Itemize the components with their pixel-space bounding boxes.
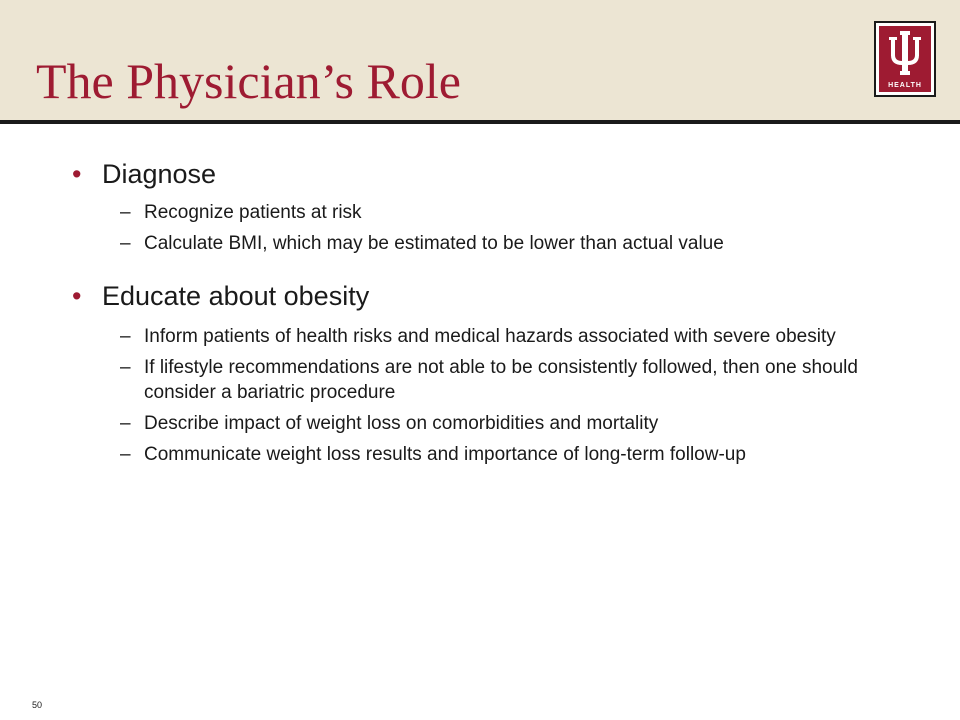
slide-title: The Physician’s Role	[36, 53, 461, 109]
dash-marker: –	[120, 233, 131, 254]
dash-marker: –	[120, 326, 131, 347]
iu-health-logo	[874, 21, 936, 97]
slide-content	[72, 156, 872, 467]
bullet-dot: •	[72, 281, 82, 311]
bullet-text: Educate about obesity	[102, 281, 370, 311]
bullet-dot: •	[72, 159, 82, 189]
page-number: 50	[32, 700, 43, 710]
bullet-group-educate	[72, 278, 872, 467]
dash-marker: –	[120, 413, 131, 434]
sub-bullet-item	[72, 411, 872, 436]
dash-marker: –	[120, 444, 131, 465]
sub-bullet-text: Describe impact of weight loss on comorbidities and mortality	[144, 413, 659, 434]
dash-marker: –	[120, 202, 131, 223]
sub-bullet-text: Communicate weight loss results and importance of long-term follow-up	[144, 444, 746, 465]
sub-bullet-list	[72, 200, 872, 256]
bullet-text: Diagnose	[102, 159, 217, 189]
sub-bullet-item	[72, 231, 872, 256]
sub-bullet-text: Recognize patients at risk	[144, 202, 362, 223]
sub-bullet-item	[72, 200, 872, 225]
header-divider	[0, 120, 960, 124]
sub-bullet-item	[72, 442, 872, 467]
bullet-item	[72, 156, 872, 192]
sub-bullet-item	[72, 355, 872, 405]
bullet-item	[72, 278, 872, 314]
sub-bullet-list	[72, 324, 872, 467]
logo-wordmark: HEALTH	[888, 82, 922, 89]
logo-panel	[879, 26, 931, 92]
bullet-group-diagnose	[72, 156, 872, 256]
sub-bullet-text: Inform patients of health risks and medical hazards associated with severe obesity	[144, 326, 836, 347]
sub-bullet-text: If lifestyle recommendations are not able to be consistently followed, then one should consider a bariatric procedure	[144, 357, 858, 403]
dash-marker: –	[120, 357, 131, 378]
sub-bullet-item	[72, 324, 872, 349]
trident-icon	[885, 31, 925, 77]
sub-bullet-text: Calculate BMI, which may be estimated to be lower than actual value	[144, 233, 724, 254]
